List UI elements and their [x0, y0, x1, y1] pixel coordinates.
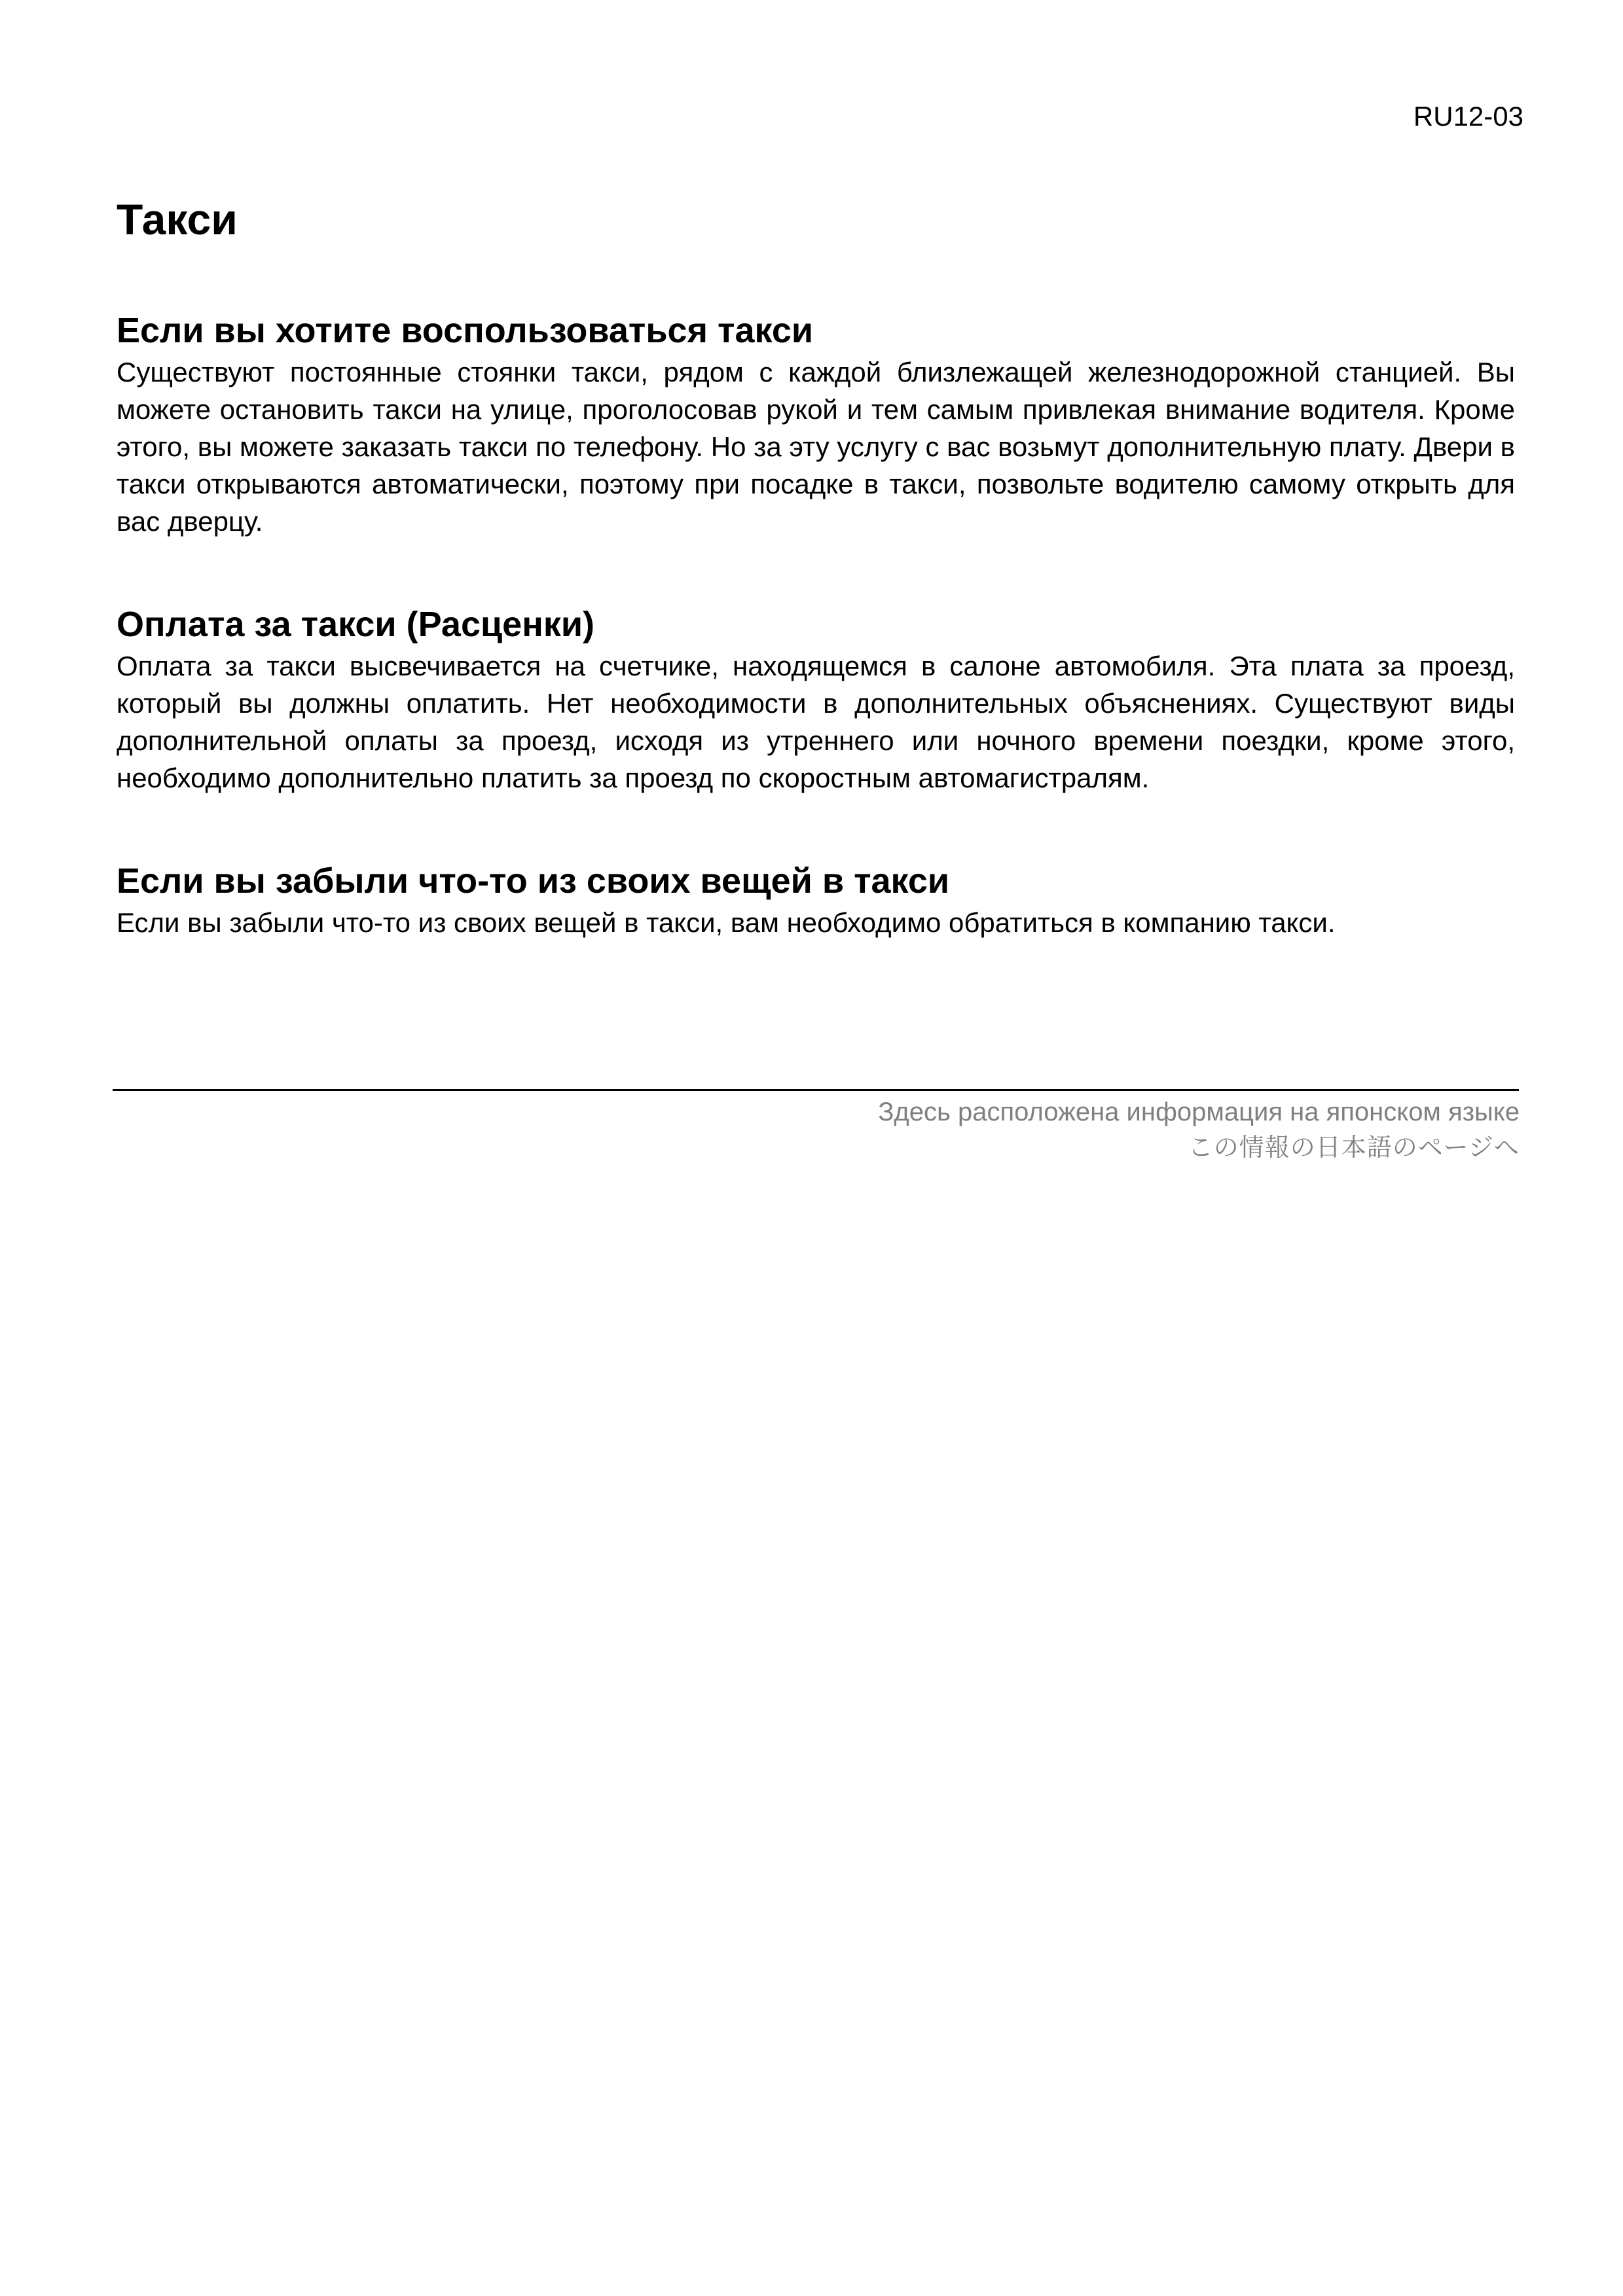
footer-links	[878, 1094, 1520, 1165]
japanese-info-link-jp[interactable]: この情報の日本語のページへ	[1188, 1133, 1520, 1162]
japanese-info-link-ru[interactable]: Здесь расположена информация на японском языке	[878, 1098, 1520, 1126]
document-code: RU12-03	[1413, 101, 1523, 132]
section-body: Если вы забыли что-то из своих вещей в такси, вам необходимо обратиться в компанию такси.	[117, 907, 1336, 938]
section-lost-items	[117, 859, 1515, 941]
footer-divider	[113, 1089, 1519, 1091]
section-taxi-fares	[117, 603, 1515, 797]
section-body: Оплата за такси высвечивается на счетчике, находящемся в салоне автомобиля. Эта плата за проезд, который вы должны оплатить. Нет необходимости в дополнительных объяснениях. Существуют виды дополнительной оплаты за проезд, исходя из утреннего или ночного времени поездки, кроме этого, необходимо дополнительно платить за проезд по скоростным автомагистралям.	[117, 651, 1515, 793]
main-content	[117, 191, 1515, 941]
section-using-taxi	[117, 309, 1515, 540]
section-heading: Если вы забыли что-то из своих вещей в такси	[117, 861, 950, 901]
section-heading: Если вы хотите воспользоваться такси	[117, 311, 814, 350]
section-heading: Оплата за такси (Расценки)	[117, 605, 595, 644]
page-title: Такси	[117, 195, 238, 243]
section-body: Существуют постоянные стоянки такси, рядом с каждой близлежащей железнодорожной станцией. Вы можете остановить такси на улице, проголосовав рукой и тем самым привлекая внимание водителя. Кроме этого, вы можете заказать такси по телефону. Но за эту услугу с вас возьмут дополнительную плату. Двери в такси открываются автоматически, поэтому при посадке в такси, позвольте водителю самому открыть для вас дверцу.	[117, 357, 1515, 537]
